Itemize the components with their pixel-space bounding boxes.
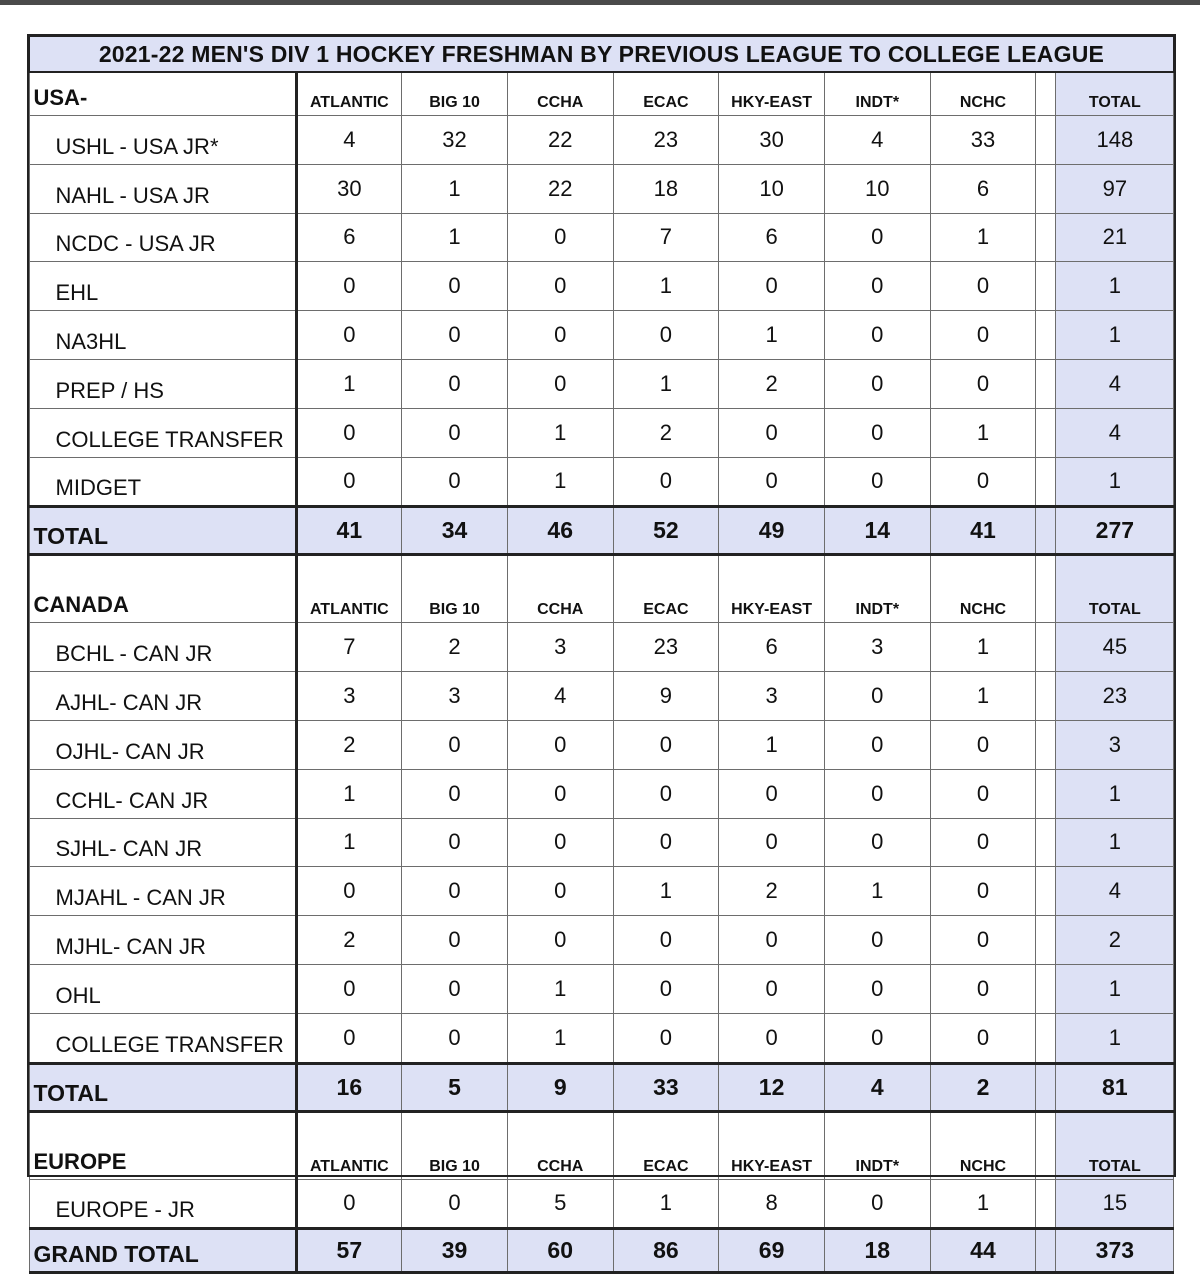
row-label: NCDC - USA JR [29, 213, 296, 262]
table-cell: 0 [824, 262, 930, 311]
table-cell: 0 [824, 916, 930, 965]
row-label: BCHL - CAN JR [29, 623, 296, 672]
table-cell: 0 [296, 867, 402, 916]
gap-cell [1036, 1179, 1056, 1229]
canada-header-row [29, 555, 1174, 623]
table-cell: 0 [402, 1179, 508, 1229]
column-header: BIG 10 [402, 1111, 508, 1179]
row-label: NAHL - USA JR [29, 164, 296, 213]
gap-cell [1036, 507, 1056, 555]
column-header: ATLANTIC [296, 72, 402, 116]
gap-cell [1036, 769, 1056, 818]
table-cell: 0 [507, 720, 613, 769]
row-total-cell: 1 [1056, 311, 1174, 360]
grand-total-row [29, 1229, 1174, 1273]
gap-cell [1036, 818, 1056, 867]
column-header: CCHA [507, 72, 613, 116]
gap-cell [1036, 1229, 1056, 1273]
table-cell: 7 [296, 623, 402, 672]
table-row [29, 916, 1174, 965]
table-cell: 0 [296, 964, 402, 1013]
row-label: EUROPE - JR [29, 1179, 296, 1229]
table-cell: 0 [296, 457, 402, 507]
column-header: NCHC [930, 555, 1036, 623]
freshman-table-sheet [28, 35, 1173, 1274]
table-cell: 1 [824, 867, 930, 916]
europe-header-row [29, 1111, 1174, 1179]
total-cell: 5 [402, 1063, 508, 1111]
table-cell: 6 [296, 213, 402, 262]
gap-cell [1036, 916, 1056, 965]
table-cell: 30 [296, 164, 402, 213]
total-cell: 34 [402, 507, 508, 555]
column-header: ECAC [613, 72, 719, 116]
row-total-cell: 1 [1056, 457, 1174, 507]
table-cell: 1 [930, 213, 1036, 262]
table-cell: 2 [296, 720, 402, 769]
table-cell: 0 [507, 213, 613, 262]
table-cell: 1 [613, 867, 719, 916]
freshman-league-table [28, 35, 1175, 1274]
table-cell: 0 [719, 964, 825, 1013]
table-cell: 3 [296, 672, 402, 721]
table-cell: 2 [296, 916, 402, 965]
table-row [29, 1179, 1174, 1229]
table-cell: 0 [824, 311, 930, 360]
total-cell: 39 [402, 1229, 508, 1273]
table-row [29, 457, 1174, 507]
column-header: CCHA [507, 555, 613, 623]
usa-total-row-grand-cell: 277 [1056, 507, 1174, 555]
table-cell: 0 [402, 1013, 508, 1063]
table-cell: 4 [824, 116, 930, 165]
table-cell: 10 [824, 164, 930, 213]
table-cell: 0 [930, 867, 1036, 916]
table-cell: 0 [507, 262, 613, 311]
row-total-cell: 148 [1056, 116, 1174, 165]
row-label: MJHL- CAN JR [29, 916, 296, 965]
grand-total-row-label: GRAND TOTAL [29, 1229, 296, 1273]
table-cell: 0 [930, 769, 1036, 818]
table-cell: 0 [402, 311, 508, 360]
table-cell: 0 [930, 1013, 1036, 1063]
table-cell: 23 [613, 623, 719, 672]
table-row [29, 623, 1174, 672]
table-cell: 4 [507, 672, 613, 721]
table-cell: 2 [719, 867, 825, 916]
gap-cell [1036, 555, 1056, 623]
table-cell: 6 [719, 623, 825, 672]
column-header: ECAC [613, 555, 719, 623]
table-cell: 0 [824, 1013, 930, 1063]
row-total-cell: 23 [1056, 672, 1174, 721]
table-cell: 1 [296, 769, 402, 818]
column-header: INDT* [824, 1111, 930, 1179]
total-cell: 9 [507, 1063, 613, 1111]
table-row [29, 867, 1174, 916]
gap-cell [1036, 1063, 1056, 1111]
table-cell: 0 [930, 720, 1036, 769]
table-row [29, 262, 1174, 311]
table-cell: 0 [296, 262, 402, 311]
total-column-header: TOTAL [1056, 72, 1174, 116]
total-cell: 60 [507, 1229, 613, 1273]
row-total-cell: 4 [1056, 408, 1174, 457]
row-label: SJHL- CAN JR [29, 818, 296, 867]
table-cell: 0 [824, 964, 930, 1013]
table-cell: 0 [719, 916, 825, 965]
table-cell: 3 [719, 672, 825, 721]
table-cell: 0 [930, 359, 1036, 408]
title-row [29, 36, 1174, 72]
table-cell: 22 [507, 116, 613, 165]
row-total-cell: 97 [1056, 164, 1174, 213]
row-label: CCHL- CAN JR [29, 769, 296, 818]
table-cell: 0 [507, 867, 613, 916]
table-cell: 0 [719, 818, 825, 867]
table-row [29, 672, 1174, 721]
table-row [29, 359, 1174, 408]
total-cell: 44 [930, 1229, 1036, 1273]
row-total-cell: 1 [1056, 818, 1174, 867]
table-row [29, 311, 1174, 360]
table-cell: 0 [719, 769, 825, 818]
table-cell: 0 [402, 818, 508, 867]
total-cell: 16 [296, 1063, 402, 1111]
column-header: INDT* [824, 555, 930, 623]
table-row [29, 116, 1174, 165]
table-cell: 0 [402, 720, 508, 769]
table-cell: 1 [930, 672, 1036, 721]
gap-cell [1036, 408, 1056, 457]
table-cell: 0 [613, 769, 719, 818]
column-header: BIG 10 [402, 72, 508, 116]
gap-cell [1036, 457, 1056, 507]
table-cell: 0 [613, 818, 719, 867]
canada-section-label: CANADA [29, 555, 296, 623]
row-total-cell: 4 [1056, 359, 1174, 408]
gap-cell [1036, 720, 1056, 769]
table-cell: 5 [507, 1179, 613, 1229]
table-cell: 0 [930, 311, 1036, 360]
table-cell: 0 [719, 408, 825, 457]
table-cell: 3 [824, 623, 930, 672]
row-total-cell: 21 [1056, 213, 1174, 262]
table-cell: 0 [402, 867, 508, 916]
table-row [29, 408, 1174, 457]
table-cell: 0 [824, 769, 930, 818]
total-cell: 18 [824, 1229, 930, 1273]
table-row [29, 1013, 1174, 1063]
column-header: HKY-EAST [719, 1111, 825, 1179]
table-cell: 0 [930, 457, 1036, 507]
table-cell: 0 [296, 408, 402, 457]
column-header: HKY-EAST [719, 72, 825, 116]
column-header: ATLANTIC [296, 1111, 402, 1179]
row-label: PREP / HS [29, 359, 296, 408]
total-cell: 4 [824, 1063, 930, 1111]
table-cell: 0 [824, 213, 930, 262]
row-label: NA3HL [29, 311, 296, 360]
table-cell: 0 [824, 359, 930, 408]
table-cell: 0 [824, 408, 930, 457]
table-row [29, 769, 1174, 818]
usa-header-row [29, 72, 1174, 116]
total-cell: 33 [613, 1063, 719, 1111]
total-column-header: TOTAL [1056, 1111, 1174, 1179]
table-cell: 22 [507, 164, 613, 213]
row-total-cell: 4 [1056, 867, 1174, 916]
table-cell: 0 [824, 457, 930, 507]
table-cell: 1 [719, 720, 825, 769]
gap-cell [1036, 164, 1056, 213]
table-cell: 10 [719, 164, 825, 213]
table-cell: 0 [824, 720, 930, 769]
table-cell: 2 [613, 408, 719, 457]
table-cell: 8 [719, 1179, 825, 1229]
table-cell: 0 [507, 769, 613, 818]
row-total-cell: 2 [1056, 916, 1174, 965]
row-total-cell: 1 [1056, 262, 1174, 311]
table-cell: 1 [402, 213, 508, 262]
total-cell: 2 [930, 1063, 1036, 1111]
table-cell: 1 [507, 1013, 613, 1063]
canada-total-row-label: TOTAL [29, 1063, 296, 1111]
table-cell: 3 [402, 672, 508, 721]
canada-total-row [29, 1063, 1174, 1111]
table-cell: 1 [719, 311, 825, 360]
row-label: COLLEGE TRANSFER [29, 408, 296, 457]
row-label: OJHL- CAN JR [29, 720, 296, 769]
row-total-cell: 1 [1056, 1013, 1174, 1063]
table-cell: 1 [402, 164, 508, 213]
table-cell: 1 [507, 408, 613, 457]
column-header: NCHC [930, 1111, 1036, 1179]
total-cell: 41 [930, 507, 1036, 555]
table-cell: 0 [613, 457, 719, 507]
row-label: EHL [29, 262, 296, 311]
table-cell: 0 [824, 672, 930, 721]
europe-section-label: EUROPE [29, 1111, 296, 1179]
table-cell: 0 [719, 457, 825, 507]
total-cell: 41 [296, 507, 402, 555]
table-cell: 0 [613, 311, 719, 360]
table-cell: 0 [719, 1013, 825, 1063]
total-cell: 52 [613, 507, 719, 555]
table-cell: 0 [824, 818, 930, 867]
table-cell: 3 [507, 623, 613, 672]
row-total-cell: 1 [1056, 769, 1174, 818]
table-cell: 4 [296, 116, 402, 165]
table-cell: 0 [507, 916, 613, 965]
total-cell: 12 [719, 1063, 825, 1111]
table-cell: 0 [507, 359, 613, 408]
usa-section-label: USA- [29, 72, 296, 116]
table-cell: 0 [296, 1013, 402, 1063]
table-cell: 1 [613, 1179, 719, 1229]
table-cell: 0 [613, 964, 719, 1013]
gap-cell [1036, 311, 1056, 360]
table-cell: 1 [296, 818, 402, 867]
table-cell: 0 [402, 262, 508, 311]
table-cell: 33 [930, 116, 1036, 165]
table-cell: 1 [930, 408, 1036, 457]
table-cell: 0 [402, 408, 508, 457]
table-cell: 23 [613, 116, 719, 165]
table-cell: 0 [507, 818, 613, 867]
gap-cell [1036, 964, 1056, 1013]
table-cell: 0 [613, 1013, 719, 1063]
table-cell: 0 [296, 1179, 402, 1229]
usa-total-row [29, 507, 1174, 555]
row-label: USHL - USA JR* [29, 116, 296, 165]
table-row [29, 964, 1174, 1013]
gap-cell [1036, 116, 1056, 165]
canada-total-row-grand-cell: 81 [1056, 1063, 1174, 1111]
column-header: INDT* [824, 72, 930, 116]
column-header: ATLANTIC [296, 555, 402, 623]
gap-cell [1036, 359, 1056, 408]
row-label: MJAHL - CAN JR [29, 867, 296, 916]
table-cell: 0 [402, 457, 508, 507]
table-cell: 7 [613, 213, 719, 262]
table-cell: 18 [613, 164, 719, 213]
row-label: OHL [29, 964, 296, 1013]
table-cell: 1 [507, 964, 613, 1013]
row-total-cell: 3 [1056, 720, 1174, 769]
table-cell: 0 [613, 720, 719, 769]
table-cell: 0 [402, 916, 508, 965]
total-cell: 57 [296, 1229, 402, 1273]
gap-cell [1036, 867, 1056, 916]
total-cell: 86 [613, 1229, 719, 1273]
table-cell: 1 [613, 359, 719, 408]
table-cell: 1 [930, 623, 1036, 672]
table-cell: 0 [402, 359, 508, 408]
gap-cell [1036, 262, 1056, 311]
table-cell: 6 [930, 164, 1036, 213]
gap-cell [1036, 672, 1056, 721]
table-cell: 0 [930, 916, 1036, 965]
table-cell: 1 [930, 1179, 1036, 1229]
table-cell: 0 [402, 964, 508, 1013]
total-column-header: TOTAL [1056, 555, 1174, 623]
table-cell: 32 [402, 116, 508, 165]
total-cell: 49 [719, 507, 825, 555]
table-cell: 0 [402, 769, 508, 818]
table-cell: 1 [613, 262, 719, 311]
table-cell: 0 [719, 262, 825, 311]
row-label: MIDGET [29, 457, 296, 507]
row-total-cell: 45 [1056, 623, 1174, 672]
table-row [29, 818, 1174, 867]
gap-cell [1036, 623, 1056, 672]
table-cell: 0 [613, 916, 719, 965]
table-cell: 2 [402, 623, 508, 672]
gap-cell [1036, 1013, 1056, 1063]
gap-cell [1036, 1111, 1056, 1179]
table-cell: 0 [930, 818, 1036, 867]
table-cell: 0 [507, 311, 613, 360]
table-cell: 0 [930, 964, 1036, 1013]
table-cell: 0 [824, 1179, 930, 1229]
row-total-cell: 15 [1056, 1179, 1174, 1229]
table-cell: 9 [613, 672, 719, 721]
row-label: AJHL- CAN JR [29, 672, 296, 721]
column-header: BIG 10 [402, 555, 508, 623]
total-cell: 14 [824, 507, 930, 555]
gap-cell [1036, 72, 1056, 116]
table-title: 2021-22 MEN'S DIV 1 HOCKEY FRESHMAN BY PREVIOUS LEAGUE TO COLLEGE LEAGUE [29, 36, 1174, 72]
table-row [29, 720, 1174, 769]
table-cell: 1 [296, 359, 402, 408]
column-header: NCHC [930, 72, 1036, 116]
column-header: ECAC [613, 1111, 719, 1179]
total-cell: 46 [507, 507, 613, 555]
top-edge-bar [0, 0, 1200, 5]
table-cell: 1 [507, 457, 613, 507]
table-row [29, 164, 1174, 213]
gap-cell [1036, 213, 1056, 262]
usa-total-row-label: TOTAL [29, 507, 296, 555]
total-cell: 69 [719, 1229, 825, 1273]
table-cell: 6 [719, 213, 825, 262]
table-cell: 30 [719, 116, 825, 165]
row-label: COLLEGE TRANSFER [29, 1013, 296, 1063]
table-cell: 0 [930, 262, 1036, 311]
column-header: HKY-EAST [719, 555, 825, 623]
grand-total-row-grand-cell: 373 [1056, 1229, 1174, 1273]
table-row [29, 213, 1174, 262]
table-cell: 2 [719, 359, 825, 408]
column-header: CCHA [507, 1111, 613, 1179]
table-cell: 0 [296, 311, 402, 360]
row-total-cell: 1 [1056, 964, 1174, 1013]
